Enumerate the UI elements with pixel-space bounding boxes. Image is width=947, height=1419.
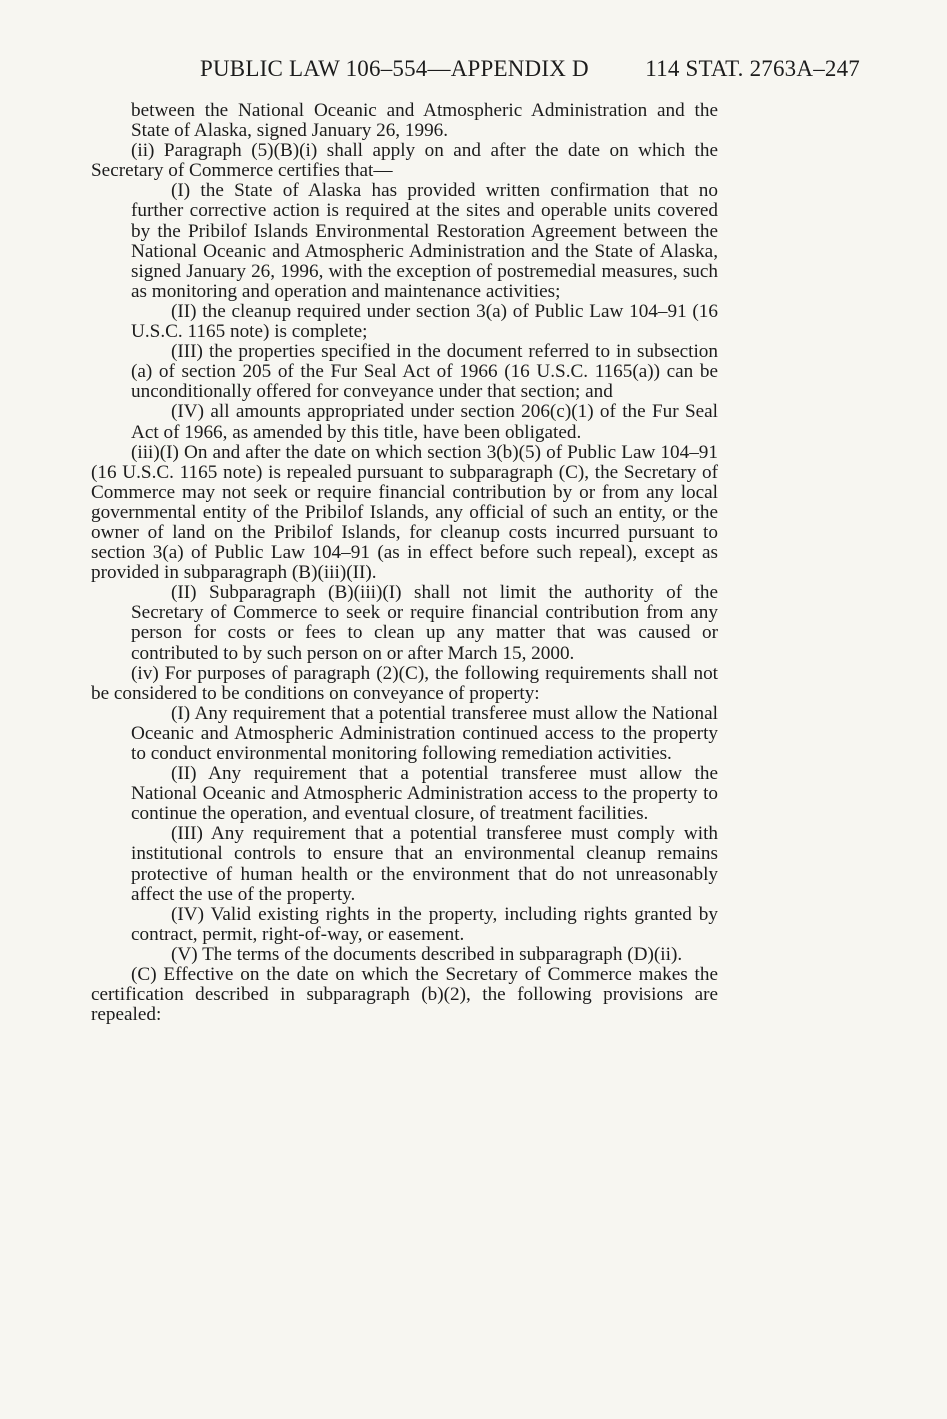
clause-ii-IV: (IV) all amounts appropriated under section 206(c)(1) of the Fur Seal Act of 1966, as amended by this title, have been obligated. [131, 401, 718, 443]
clause-ii-I: (I) the State of Alaska has provided written confirmation that no further corrective action is required at the sites and operable units covered by the Pribilof Islands Environmental Restoration Agreement between the National Oceanic and Atmospheric Administration and the State of Alaska, signed January 26, 1996, with the exception of postremedial measures, such as monitoring and operation and maintenance activities; [131, 180, 718, 302]
header-page-number: 114 STAT. 2763A–247 [645, 56, 860, 81]
clause-iv-I: (I) Any requirement that a potential transferee must allow the National Oceanic and Atmospheric Administration continued access to the property to conduct environmental monitoring following remediation activities. [131, 702, 718, 764]
clause-iii-II: (II) Subparagraph (B)(iii)(I) shall not limit the authority of the Secretary of Commerce to seek or require financial contribution from any person for costs or fees to clean up any matter that was caused or contributed to by such person on or after March 15, 2000. [131, 582, 718, 664]
body-text [91, 101, 718, 1025]
header-title: PUBLIC LAW 106–554—APPENDIX D [200, 56, 589, 81]
clause-ii-III: (III) the properties specified in the document referred to in subsection (a) of section 205 of the Fur Seal Act of 1966 (16 U.S.C. 1165(a)) can be unconditionally offered for conveyance under that section; and [131, 341, 718, 403]
clause-ii-II: (II) the cleanup required under section 3(a) of Public Law 104–91 (16 U.S.C. 1165 note) is complete; [131, 300, 718, 343]
clause-iv-III: (III) Any requirement that a potential transferee must comply with institutional controls to ensure that an environmental cleanup remains protective of human health or the environment that do not unreasonably affect the use of the property. [131, 823, 718, 905]
paragraph-iv: (iv) For purposes of paragraph (2)(C), the following requirements shall not be considered to be conditions on conveyance of property: [91, 662, 718, 704]
running-header [200, 56, 860, 86]
paragraph-continuation: between the National Oceanic and Atmospheric Administration and the State of Alaska, signed January 26, 1996. [131, 100, 718, 142]
clause-iv-IV: (IV) Valid existing rights in the property, including rights granted by contract, permit, right-of-way, or easement. [131, 903, 718, 945]
clause-iv-II: (II) Any requirement that a potential transferee must allow the National Oceanic and Atmospheric Administration access to the property to continue the operation, and eventual closure, of treatment facilities. [131, 763, 718, 825]
paragraph-iii-I: (iii)(I) On and after the date on which section 3(b)(5) of Public Law 104–91 (16 U.S.C. 1165 note) is repealed pursuant to subparagraph (C), the Secretary of Commerce may not seek or require financial contribution by or from any local governmental entity of the Pribilof Islands, any official of such an entity, or the owner of land on the Pribilof Islands, for cleanup costs incurred pursuant to section 3(a) of Public Law 104–91 (as in effect before such repeal), except as provided in subparagraph (B)(iii)(II). [91, 441, 718, 584]
paragraph-ii: (ii) Paragraph (5)(B)(i) shall apply on and after the date on which the Secretary of Commerce certifies that— [91, 140, 718, 182]
clause-iv-V: (V) The terms of the documents described in subparagraph (D)(ii). [171, 943, 683, 965]
subparagraph-C: (C) Effective on the date on which the Secretary of Commerce makes the certification described in subparagraph (b)(2), the following provisions are repealed: [91, 964, 718, 1026]
